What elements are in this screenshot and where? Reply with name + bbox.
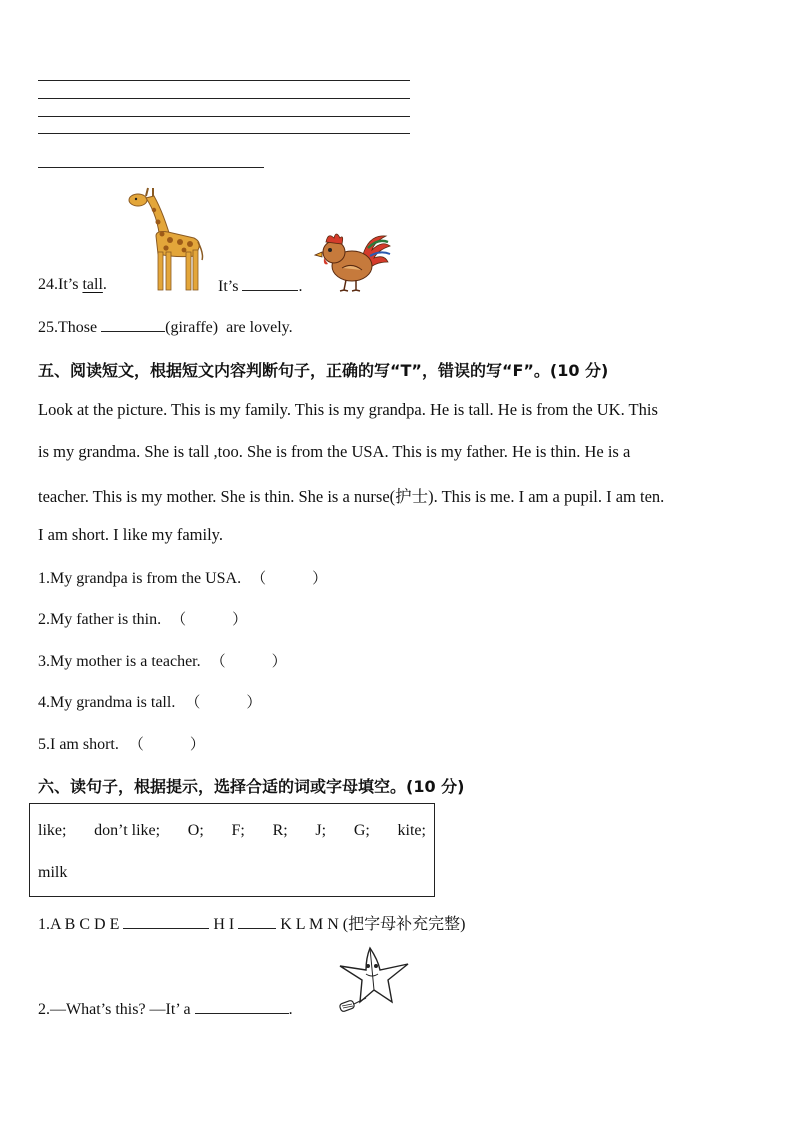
bracket-open: （	[171, 610, 187, 628]
question-text-end: are lovely.	[226, 319, 293, 336]
bracket-close: ）	[246, 693, 262, 711]
question-text: It’s	[218, 278, 239, 295]
rooster-icon	[312, 228, 392, 292]
answer-blank[interactable]	[242, 276, 298, 291]
answer-line[interactable]	[38, 98, 410, 99]
tf-question-5	[38, 733, 205, 754]
answer-line[interactable]	[38, 80, 410, 81]
answer-line[interactable]	[38, 167, 264, 168]
word-bank-item: R;	[272, 822, 288, 839]
word-bank-item: F;	[231, 822, 245, 839]
question-24	[38, 276, 107, 294]
bracket-open: （	[251, 569, 267, 587]
question-text: 2.My father is thin.	[38, 611, 162, 628]
word-bank-item: G;	[353, 822, 370, 839]
question-text: 1.A B C D E	[38, 916, 120, 933]
word-bank-item: J;	[315, 822, 327, 839]
period: .	[288, 1001, 293, 1018]
section-5-title: 五、阅读短文，根据短文内容判断句子，正确的写“T”，错误的写“F”。(10 分)	[38, 361, 609, 380]
word-bank-item: milk	[38, 864, 68, 881]
question-text: It’s	[58, 276, 83, 293]
word-bank-item: O;	[187, 822, 204, 839]
passage-line: is my grandma. She is tall ,too. She is from the USA. This is my father. He is thin. He is a	[38, 442, 631, 461]
question-text: Those	[58, 319, 98, 336]
period: .	[298, 278, 303, 295]
tf-question-1	[38, 567, 327, 588]
word-bank-row	[38, 822, 426, 840]
bracket-open: （	[185, 693, 201, 711]
answer-blank[interactable]	[101, 317, 165, 332]
question-24-answer	[218, 276, 302, 296]
question-text: H I	[213, 916, 235, 933]
word-bank-item: kite;	[397, 822, 426, 839]
bracket-close: ）	[189, 735, 205, 753]
fill-question-2	[38, 999, 293, 1019]
underlined-word: tall	[82, 276, 103, 293]
tf-question-4	[38, 691, 261, 712]
answer-line[interactable]	[38, 116, 410, 117]
question-number: 25.	[38, 319, 58, 336]
bracket-open: （	[128, 735, 144, 753]
bracket-open: （	[210, 652, 226, 670]
tf-question-3	[38, 650, 287, 671]
answer-blank[interactable]	[195, 999, 289, 1014]
question-text: K L M N (把字母补充完整)	[280, 916, 466, 933]
question-text: 5.I am short.	[38, 736, 119, 753]
passage-line: Look at the picture. This is my family. This is my grandpa. He is tall. He is from the UK. This	[38, 400, 658, 419]
bracket-close: ）	[232, 610, 248, 628]
bracket-close: ）	[312, 569, 328, 587]
question-text: 3.My mother is a teacher.	[38, 653, 201, 670]
answer-blank[interactable]	[238, 914, 276, 929]
answer-line[interactable]	[38, 133, 410, 134]
word-bank-item: don’t like;	[94, 822, 161, 839]
answer-blank[interactable]	[123, 914, 209, 929]
bracket-close: ）	[271, 652, 287, 670]
hint-text: (giraffe)	[165, 319, 219, 336]
period: .	[102, 276, 107, 293]
passage-line: I am short. I like my family.	[38, 525, 223, 544]
question-text: 1.My grandpa is from the USA.	[38, 570, 242, 587]
word-bank-box	[29, 803, 435, 897]
question-text: 2.—What’s this? —It’ a	[38, 1001, 191, 1018]
word-bank-row	[38, 864, 67, 882]
word-bank-item: like;	[38, 822, 67, 839]
kite-icon	[330, 944, 412, 1016]
question-text: 4.My grandma is tall.	[38, 694, 176, 711]
question-number: 24.	[38, 276, 58, 293]
question-25	[38, 317, 293, 337]
tf-question-2	[38, 608, 247, 629]
passage-line: teacher. This is my mother. She is thin. She is a nurse(护士). This is me. I am a pupil. I am ten.	[38, 487, 665, 506]
giraffe-icon	[126, 186, 206, 292]
fill-question-1	[38, 911, 465, 934]
section-6-title: 六、读句子，根据提示，选择合适的词或字母填空。(10 分)	[38, 777, 465, 796]
